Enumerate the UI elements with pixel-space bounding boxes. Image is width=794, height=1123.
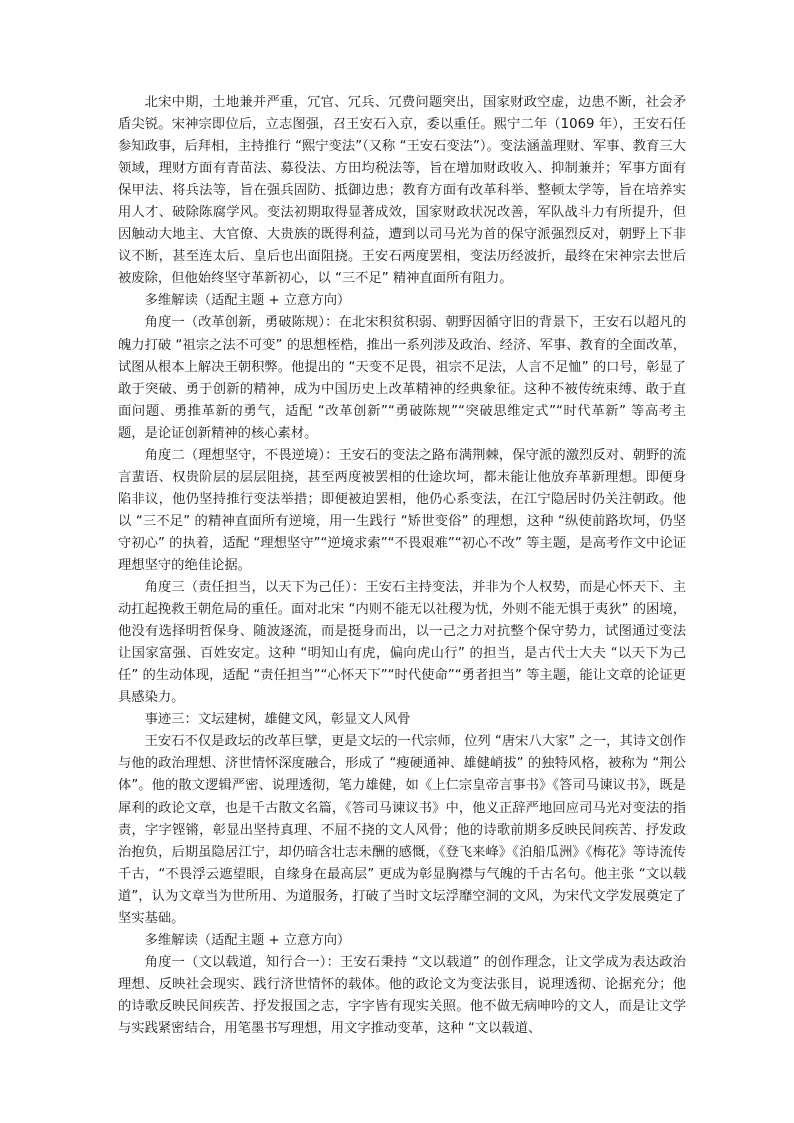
body-paragraph: 角度一（文以载道，知行合一）：王安石秉持 “文以载道” 的创作理念，让文学成为表达政治理想、反映社会现实、践行济世情怀的载体。他的政论文为变法张目，说理透彻、论据充分；他的诗歌反映民间疾苦、抒发报国之志，字字皆有现实关照。他不做无病呻吟的文人，而是让文学与实践紧密结合，用笔墨书写理想，用文字推动变革，这种 “文以载道、 [118,954,686,1036]
section-heading: 多维解读（适配主题 + 立意方向） [144,293,351,309]
body-paragraph: 角度二（理想坚守，不畏逆境）：王安石的变法之路布满荆棘，保守派的激烈反对、朝野的流言蜚语、权贵阶层的层层阻挠，甚至两度被罢相的仕途坎坷，都未能让他放弃革新理想。即便身陷非议，他仍坚持推行变法举措；即便被迫罢相，他仍心系变法，在江宁隐居时仍关注朝政。他以 “三不足” 的精神直面所有逆境，用一生践行 “矫世变俗” 的理想，这种 “纵使前路坎坷，仍坚守初心” 的执着，适配 “理想坚守”“逆境求索”“不畏艰难”“初心不改” 等主题，是高考作文中论证理想坚守的绝佳论据。 [118,447,686,573]
document-body [118,92,686,1040]
body-paragraph: 角度三（责任担当，以天下为己任）：王安石主持变法，并非为个人权势，而是心怀天下、主动扛起挽救王朝危局的重任。面对北宋 “内则不能无以社稷为忧，外则不能无惧于夷狄” 的困境，他没有选择明哲保身、随波逐流，而是挺身而出，以一己之力对抗整个保守势力，试图通过变法让国家富强、百姓安定。这种 “明知山有虎，偏向虎山行” 的担当，是古代士大夫 “以天下为己任” 的生动体现，适配 “责任担当”“心怀天下”“时代使命”“勇者担当” 等主题，能让文章的论证更具感染力。 [118,580,686,706]
body-paragraph: 王安石不仅是政坛的改革巨擘，更是文坛的一代宗师，位列 “唐宋八大家” 之一，其诗文创作与他的政治理想、济世情怀深度融合，形成了 “瘦硬通神、雄健峭拔” 的独特风格，被称为 “荆公体”。他的散文逻辑严密、说理透彻，笔力雄健，如《上仁宗皇帝言事书》《答司马谏议书》，既是犀利的政论文章，也是千古散文名篇，《答司马谏议书》中，他义正辞严地回应司马光对变法的指责，字字铿锵，彰显出坚持真理、不屈不挠的文人风骨；他的诗歌前期多反映民间疾苦、抒发政治抱负，后期虽隐居江宁，却仍暗含壮志未酬的感慨，《登飞来峰》《泊船瓜洲》《梅花》等诗流传千古，“不畏浮云遮望眼，自缘身在最高层” 更成为彰显胸襟与气魄的千古名句。他主张 “文以载道”，认为文章当为世所用、为道服务，打破了当时文坛浮靡空洞的文风，为宋代文学发展奠定了坚实基础。 [118,734,686,926]
body-paragraph: 角度一（改革创新，勇破陈规）：在北宋积贫积弱、朝野因循守旧的背景下，王安石以超凡的魄力打破 “祖宗之法不可变” 的思想桎梏，推出一系列涉及政治、经济、军事、教育的全面改革，试图从根本上解决王朝积弊。他提出的 “天变不足畏，祖宗不足法，人言不足恤” 的口号，彰显了敢于突破、勇于创新的精神，成为中国历史上改革精神的经典象征。这种不被传统束缚、敢于直面问题、勇推革新的勇气，适配 “改革创新”“勇破陈规”“突破思维定式”“时代革新” 等高考主题，是论证创新精神的核心素材。 [118,315,686,441]
body-paragraph: 北宋中期，土地兼并严重，冗官、冗兵、冗费问题突出，国家财政空虚，边患不断，社会矛盾尖锐。宋神宗即位后，立志图强，召王安石入京，委以重任。熙宁二年（1069 年），王安石任参知政事，后拜相，主持推行 “熙宁变法”（又称 “王安石变法”）。变法涵盖理财、军事、教育三大领域，理财方面有青苗法、募役法、方田均税法等，旨在增加财政收入、抑制兼并；军事方面有保甲法、将兵法等，旨在强兵固防、抵御边患；教育方面有改革科举、整顿太学等，旨在培养实用人才、破除陈腐学风。变法初期取得显著成效，国家财政状况改善，军队战斗力有所提升，但因触动大地主、大官僚、大贵族的既得利益，遭到以司马光为首的保守派强烈反对，朝野上下非议不断，甚至连太后、皇后也出面阻挠。王安石两度罢相，变法历经波折，最终在宋神宗去世后被废除，但他始终坚守革新初心，以 “三不足” 精神直面所有阻力。 [118,95,686,287]
section-heading: 多维解读（适配主题 + 立意方向） [144,932,351,948]
section-heading: 事迹三：文坛建树，雄健文风，彰显文人风骨 [144,712,411,728]
